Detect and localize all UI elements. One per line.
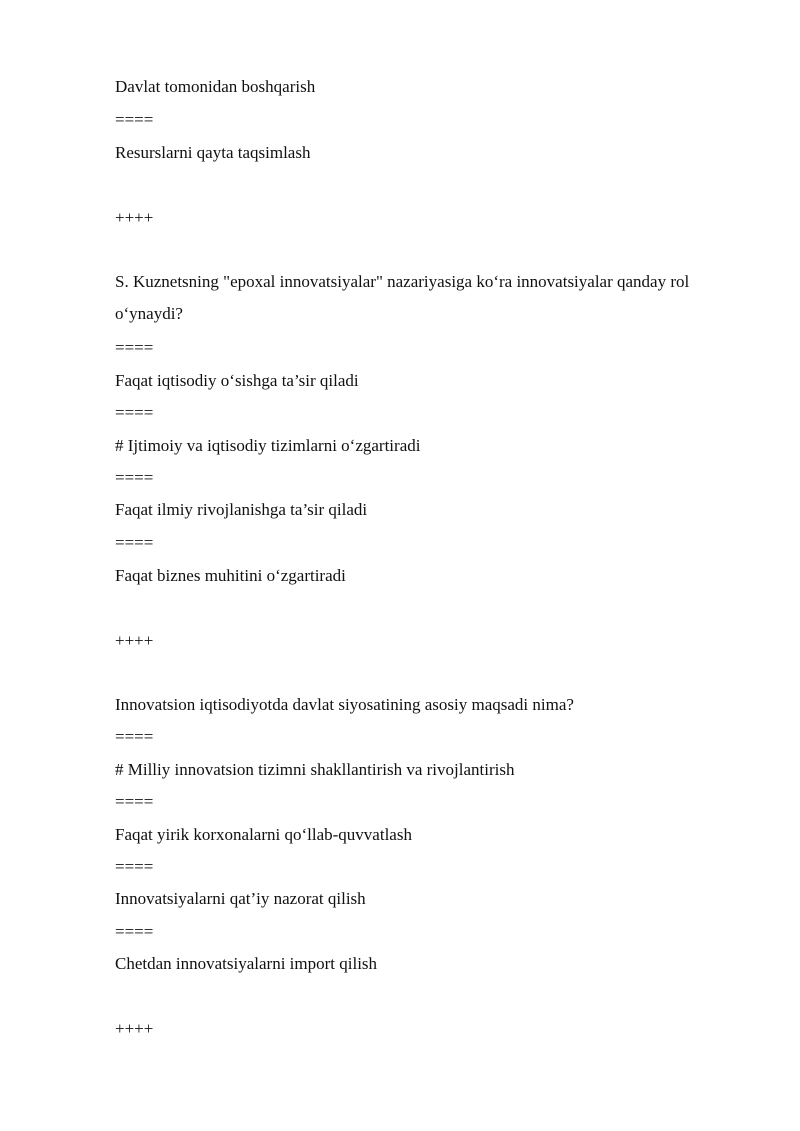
question-separator: ++++ xyxy=(115,631,154,650)
answer-option: Resurslarni qayta taqsimlash xyxy=(115,143,311,162)
answer-option: Chetdan innovatsiyalarni import qilish xyxy=(115,954,378,973)
answer-option: Faqat ilmiy rivojlanishga ta’sir qiladi xyxy=(115,500,368,519)
option-separator: ==== xyxy=(115,338,154,357)
question-text: Innovatsion iqtisodiyotda davlat siyosatining asosiy maqsadi nima? xyxy=(115,695,574,714)
option-separator: ==== xyxy=(115,922,154,941)
option-separator: ==== xyxy=(115,533,154,552)
option-separator: ==== xyxy=(115,468,154,487)
answer-option: Davlat tomonidan boshqarish xyxy=(115,77,316,96)
correct-answer-option: # Ijtimoiy va iqtisodiy tizimlarni o‘zgartiradi xyxy=(115,436,421,455)
option-separator: ==== xyxy=(115,110,154,129)
question-separator: ++++ xyxy=(115,208,154,227)
question-separator: ++++ xyxy=(115,1019,154,1038)
answer-option: Faqat yirik korxonalarni qo‘llab-quvvatlash xyxy=(115,825,412,844)
option-separator: ==== xyxy=(115,727,154,746)
question-text: S. Kuznetsning "epoxal innovatsiyalar" nazariyasiga ko‘ra innovatsiyalar qanday rol o‘ynaydi? xyxy=(115,272,690,323)
option-separator: ==== xyxy=(115,857,154,876)
option-separator: ==== xyxy=(115,792,154,811)
correct-answer-option: # Milliy innovatsion tizimni shakllantirish va rivojlantirish xyxy=(115,760,515,779)
option-separator: ==== xyxy=(115,403,154,422)
answer-option: Faqat biznes muhitini o‘zgartiradi xyxy=(115,566,346,585)
answer-option: Faqat iqtisodiy o‘sishga ta’sir qiladi xyxy=(115,371,359,390)
answer-option: Innovatsiyalarni qat’iy nazorat qilish xyxy=(115,889,366,908)
